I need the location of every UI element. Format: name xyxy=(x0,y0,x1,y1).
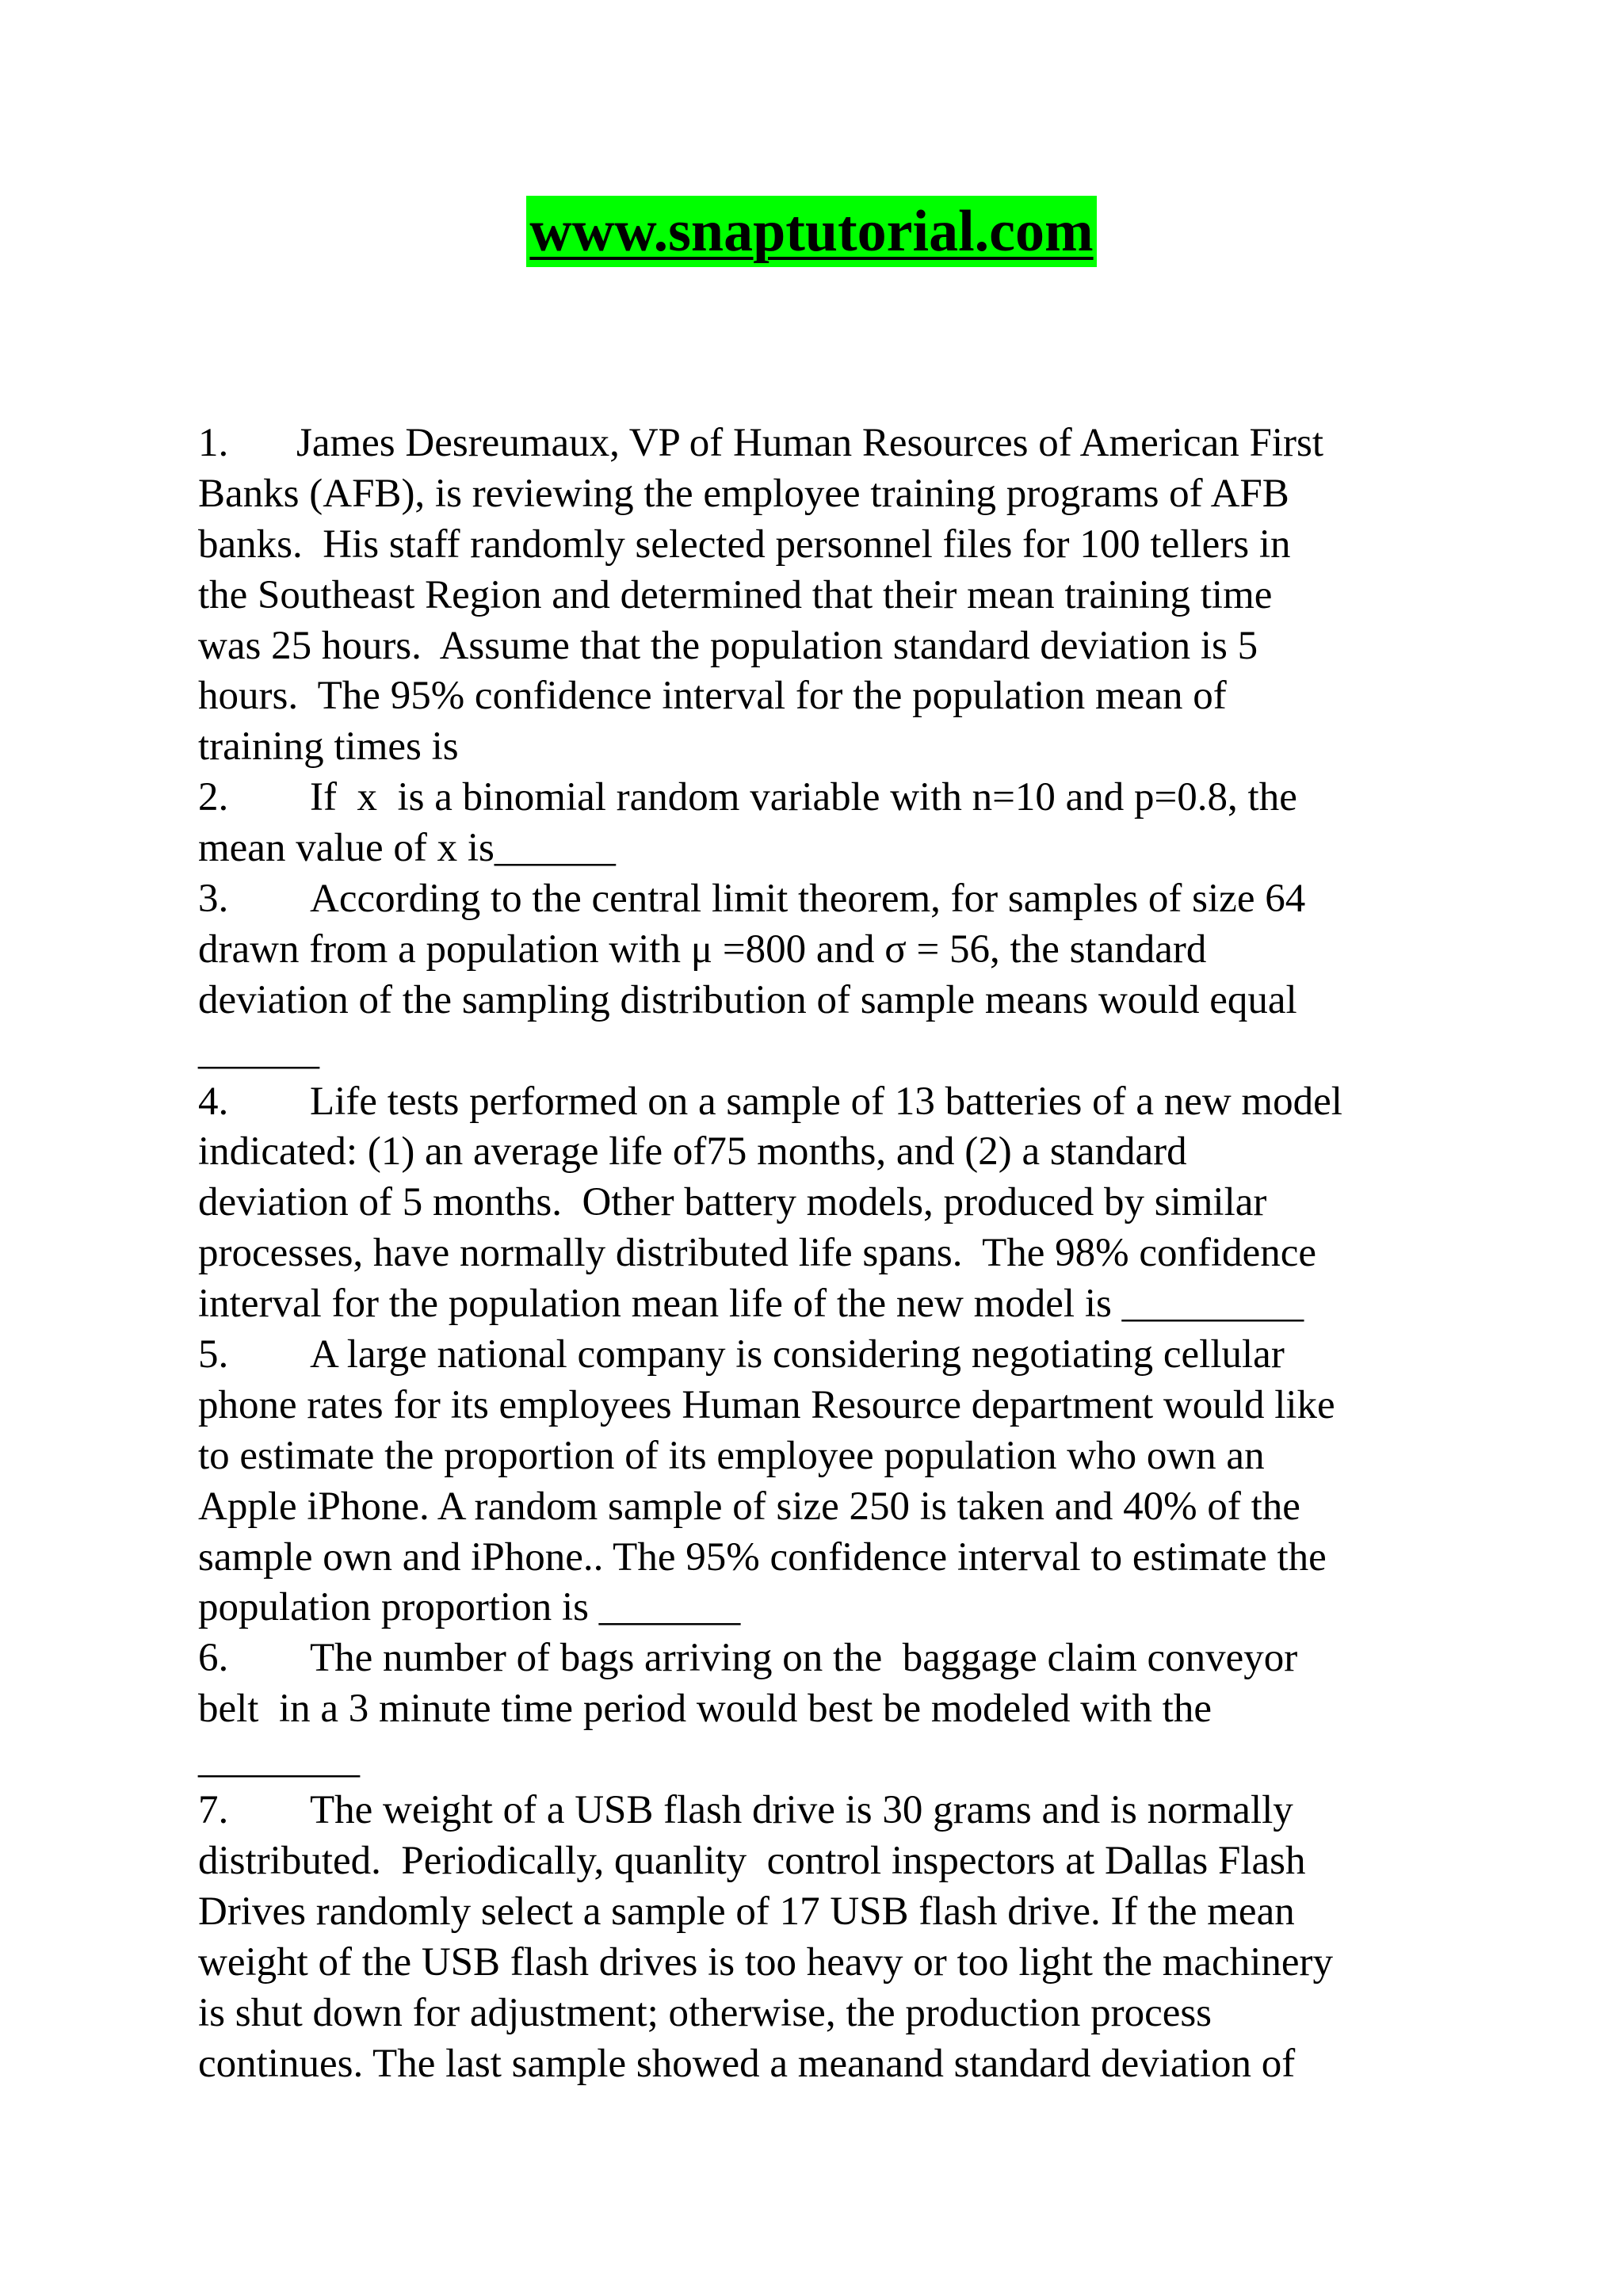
question-line: Banks (AFB), is reviewing the employee training programs of AFB xyxy=(198,471,1289,516)
question-line: deviation of the sampling distribution of sample means would equal xyxy=(198,977,1297,1022)
question-line: Apple iPhone. A random sample of size 250 is taken and 40% of the xyxy=(198,1484,1300,1529)
question-line: distributed. Periodically, quanlity control inspectors at Dallas Flash xyxy=(198,1838,1306,1883)
question-line: to estimate the proportion of its employee population who own an xyxy=(198,1433,1265,1478)
question-text: The number of bags arriving on the baggage claim conveyor xyxy=(310,1636,1298,1681)
question-line: banks. His staff randomly selected personnel files for 100 tellers in xyxy=(198,521,1291,567)
question-4 xyxy=(198,1077,1466,1330)
question-line: belt in a 3 minute time period would best be modeled with the xyxy=(198,1687,1212,1732)
question-number: 7. xyxy=(198,1788,229,1833)
question-line xyxy=(198,1786,1466,1836)
question-line: deviation of 5 months. Other battery models, produced by similar xyxy=(198,1180,1267,1225)
question-number: 1. xyxy=(198,421,229,465)
question-line: indicated: (1) an average life of75 months, and (2) a standard xyxy=(198,1129,1187,1175)
question-line xyxy=(198,773,1466,823)
question-line: training times is xyxy=(198,724,459,770)
question-line: sample own and iPhone.. The 95% confidence interval to estimate the xyxy=(198,1534,1327,1580)
question-line: is shut down for adjustment; otherwise, the production process xyxy=(198,1990,1212,2035)
question-text: The weight of a USB flash drive is 30 grams and is normally xyxy=(310,1788,1293,1833)
question-line: processes, have normally distributed life spans. The 98% confidence xyxy=(198,1231,1317,1276)
site-link[interactable]: www.snaptutorial.com xyxy=(526,196,1096,267)
question-line xyxy=(198,1330,1466,1381)
question-number: 2. xyxy=(198,775,229,820)
question-line xyxy=(198,1077,1466,1128)
question-2 xyxy=(198,773,1466,874)
question-7 xyxy=(198,1786,1466,2089)
question-line: interval for the population mean life of the new model is _________ xyxy=(198,1282,1304,1327)
question-text: A large national company is considering negotiating cellular xyxy=(310,1332,1285,1377)
question-6 xyxy=(198,1633,1466,1786)
question-1 xyxy=(198,418,1466,773)
question-line xyxy=(198,1633,1466,1684)
question-line: phone rates for its employees Human Resource department would like xyxy=(198,1382,1335,1427)
question-line: drawn from a population with μ =800 and σ = 56, the standard xyxy=(198,926,1207,972)
answer-blank: ______ xyxy=(198,1028,319,1073)
question-line: weight of the USB flash drives is too heavy or too light the machinery xyxy=(198,1939,1333,1985)
question-number: 6. xyxy=(198,1636,229,1681)
question-line xyxy=(198,874,1466,925)
question-text: Life tests performed on a sample of 13 batteries of a new model xyxy=(310,1079,1342,1124)
answer-blank: ________ xyxy=(198,1737,360,1782)
question-text: James Desreumaux, VP of Human Resources of American First xyxy=(296,421,1323,465)
question-number: 4. xyxy=(198,1079,229,1124)
question-line: mean value of x is______ xyxy=(198,826,616,871)
question-list xyxy=(198,418,1466,2089)
question-number: 3. xyxy=(198,877,229,922)
question-line: population proportion is _______ xyxy=(198,1585,741,1630)
question-line xyxy=(198,418,1466,469)
header-banner xyxy=(0,196,1623,267)
question-3 xyxy=(198,874,1466,1077)
question-line: continues. The last sample showed a meanand standard deviation of xyxy=(198,2041,1296,2086)
question-5 xyxy=(198,1330,1466,1633)
question-line: Drives randomly select a sample of 17 USB flash drive. If the mean xyxy=(198,1889,1295,1934)
question-line: hours. The 95% confidence interval for the population mean of xyxy=(198,674,1227,719)
question-number: 5. xyxy=(198,1332,229,1377)
question-text: If x is a binomial random variable with n=10 and p=0.8, the xyxy=(310,775,1297,820)
question-line: was 25 hours. Assume that the population standard deviation is 5 xyxy=(198,623,1258,668)
question-line: the Southeast Region and determined that their mean training time xyxy=(198,572,1273,617)
question-text: According to the central limit theorem, for samples of size 64 xyxy=(310,877,1306,922)
